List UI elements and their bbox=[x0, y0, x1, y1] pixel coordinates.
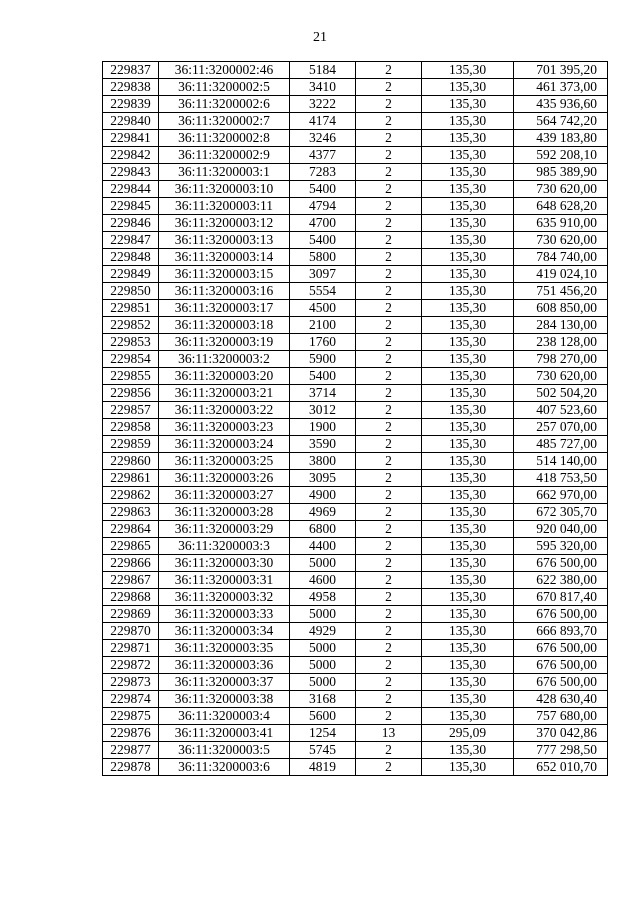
amount-cell: 676 500,00 bbox=[514, 606, 608, 623]
row-id-cell: 229870 bbox=[103, 623, 159, 640]
row-id-cell: 229851 bbox=[103, 300, 159, 317]
area-cell: 4958 bbox=[290, 589, 356, 606]
rate-cell: 135,30 bbox=[422, 436, 514, 453]
rate-cell: 135,30 bbox=[422, 657, 514, 674]
area-cell: 5900 bbox=[290, 351, 356, 368]
table-row bbox=[103, 640, 608, 657]
cadastral-number-cell: 36:11:3200003:36 bbox=[159, 657, 290, 674]
amount-cell: 798 270,00 bbox=[514, 351, 608, 368]
area-cell: 3800 bbox=[290, 453, 356, 470]
area-cell: 5000 bbox=[290, 640, 356, 657]
cadastral-number-cell: 36:11:3200003:21 bbox=[159, 385, 290, 402]
rate-cell: 135,30 bbox=[422, 555, 514, 572]
rate-cell: 135,30 bbox=[422, 368, 514, 385]
quantity-cell: 2 bbox=[356, 368, 422, 385]
table-row bbox=[103, 113, 608, 130]
row-id-cell: 229869 bbox=[103, 606, 159, 623]
rate-cell: 135,30 bbox=[422, 147, 514, 164]
table-row bbox=[103, 283, 608, 300]
rate-cell: 135,30 bbox=[422, 334, 514, 351]
rate-cell: 135,30 bbox=[422, 453, 514, 470]
cadastral-number-cell: 36:11:3200002:6 bbox=[159, 96, 290, 113]
amount-cell: 419 024,10 bbox=[514, 266, 608, 283]
amount-cell: 920 040,00 bbox=[514, 521, 608, 538]
table-row bbox=[103, 521, 608, 538]
amount-cell: 439 183,80 bbox=[514, 130, 608, 147]
amount-cell: 622 380,00 bbox=[514, 572, 608, 589]
quantity-cell: 2 bbox=[356, 351, 422, 368]
table-row bbox=[103, 708, 608, 725]
amount-cell: 730 620,00 bbox=[514, 181, 608, 198]
cadastral-number-cell: 36:11:3200003:41 bbox=[159, 725, 290, 742]
table-row bbox=[103, 334, 608, 351]
cadastral-number-cell: 36:11:3200003:27 bbox=[159, 487, 290, 504]
cadastral-number-cell: 36:11:3200003:33 bbox=[159, 606, 290, 623]
quantity-cell: 2 bbox=[356, 572, 422, 589]
area-cell: 4969 bbox=[290, 504, 356, 521]
area-cell: 4794 bbox=[290, 198, 356, 215]
table-row bbox=[103, 385, 608, 402]
rate-cell: 135,30 bbox=[422, 640, 514, 657]
area-cell: 4900 bbox=[290, 487, 356, 504]
area-cell: 5745 bbox=[290, 742, 356, 759]
cadastral-number-cell: 36:11:3200003:18 bbox=[159, 317, 290, 334]
rate-cell: 135,30 bbox=[422, 232, 514, 249]
amount-cell: 751 456,20 bbox=[514, 283, 608, 300]
quantity-cell: 2 bbox=[356, 521, 422, 538]
row-id-cell: 229872 bbox=[103, 657, 159, 674]
row-id-cell: 229843 bbox=[103, 164, 159, 181]
table-row bbox=[103, 725, 608, 742]
cadastral-number-cell: 36:11:3200003:22 bbox=[159, 402, 290, 419]
row-id-cell: 229862 bbox=[103, 487, 159, 504]
row-id-cell: 229867 bbox=[103, 572, 159, 589]
amount-cell: 635 910,00 bbox=[514, 215, 608, 232]
table-row bbox=[103, 436, 608, 453]
rate-cell: 135,30 bbox=[422, 266, 514, 283]
rate-cell: 135,30 bbox=[422, 79, 514, 96]
area-cell: 4500 bbox=[290, 300, 356, 317]
rate-cell: 135,30 bbox=[422, 317, 514, 334]
row-id-cell: 229839 bbox=[103, 96, 159, 113]
rate-cell: 135,30 bbox=[422, 96, 514, 113]
quantity-cell: 2 bbox=[356, 147, 422, 164]
amount-cell: 730 620,00 bbox=[514, 232, 608, 249]
row-id-cell: 229844 bbox=[103, 181, 159, 198]
rate-cell: 135,30 bbox=[422, 181, 514, 198]
row-id-cell: 229878 bbox=[103, 759, 159, 776]
quantity-cell: 2 bbox=[356, 317, 422, 334]
row-id-cell: 229842 bbox=[103, 147, 159, 164]
amount-cell: 676 500,00 bbox=[514, 674, 608, 691]
area-cell: 4700 bbox=[290, 215, 356, 232]
quantity-cell: 2 bbox=[356, 436, 422, 453]
table-row bbox=[103, 572, 608, 589]
quantity-cell: 2 bbox=[356, 181, 422, 198]
area-cell: 3168 bbox=[290, 691, 356, 708]
table-body bbox=[103, 62, 608, 776]
row-id-cell: 229873 bbox=[103, 674, 159, 691]
cadastral-number-cell: 36:11:3200003:2 bbox=[159, 351, 290, 368]
amount-cell: 676 500,00 bbox=[514, 640, 608, 657]
amount-cell: 730 620,00 bbox=[514, 368, 608, 385]
area-cell: 5600 bbox=[290, 708, 356, 725]
cadastral-number-cell: 36:11:3200003:3 bbox=[159, 538, 290, 555]
rate-cell: 135,30 bbox=[422, 691, 514, 708]
table-row bbox=[103, 368, 608, 385]
rate-cell: 135,30 bbox=[422, 113, 514, 130]
rate-cell: 135,30 bbox=[422, 62, 514, 79]
area-cell: 4819 bbox=[290, 759, 356, 776]
row-id-cell: 229871 bbox=[103, 640, 159, 657]
area-cell: 3246 bbox=[290, 130, 356, 147]
area-cell: 1254 bbox=[290, 725, 356, 742]
table-row bbox=[103, 657, 608, 674]
quantity-cell: 2 bbox=[356, 606, 422, 623]
rate-cell: 135,30 bbox=[422, 759, 514, 776]
amount-cell: 652 010,70 bbox=[514, 759, 608, 776]
area-cell: 4377 bbox=[290, 147, 356, 164]
amount-cell: 502 504,20 bbox=[514, 385, 608, 402]
table-row bbox=[103, 674, 608, 691]
amount-cell: 370 042,86 bbox=[514, 725, 608, 742]
area-cell: 3097 bbox=[290, 266, 356, 283]
quantity-cell: 2 bbox=[356, 198, 422, 215]
cadastral-number-cell: 36:11:3200003:20 bbox=[159, 368, 290, 385]
amount-cell: 777 298,50 bbox=[514, 742, 608, 759]
quantity-cell: 2 bbox=[356, 691, 422, 708]
row-id-cell: 229874 bbox=[103, 691, 159, 708]
amount-cell: 238 128,00 bbox=[514, 334, 608, 351]
quantity-cell: 2 bbox=[356, 623, 422, 640]
row-id-cell: 229860 bbox=[103, 453, 159, 470]
quantity-cell: 2 bbox=[356, 657, 422, 674]
rate-cell: 135,30 bbox=[422, 283, 514, 300]
table-row bbox=[103, 198, 608, 215]
quantity-cell: 2 bbox=[356, 232, 422, 249]
area-cell: 3095 bbox=[290, 470, 356, 487]
area-cell: 4929 bbox=[290, 623, 356, 640]
row-id-cell: 229848 bbox=[103, 249, 159, 266]
cadastral-number-cell: 36:11:3200002:9 bbox=[159, 147, 290, 164]
cadastral-number-cell: 36:11:3200003:25 bbox=[159, 453, 290, 470]
quantity-cell: 2 bbox=[356, 283, 422, 300]
table-row bbox=[103, 215, 608, 232]
amount-cell: 757 680,00 bbox=[514, 708, 608, 725]
table-row bbox=[103, 266, 608, 283]
area-cell: 5400 bbox=[290, 368, 356, 385]
cadastral-number-cell: 36:11:3200003:12 bbox=[159, 215, 290, 232]
cadastral-number-cell: 36:11:3200003:11 bbox=[159, 198, 290, 215]
row-id-cell: 229855 bbox=[103, 368, 159, 385]
row-id-cell: 229861 bbox=[103, 470, 159, 487]
table-row bbox=[103, 164, 608, 181]
quantity-cell: 2 bbox=[356, 334, 422, 351]
table-row bbox=[103, 351, 608, 368]
row-id-cell: 229854 bbox=[103, 351, 159, 368]
cadastral-number-cell: 36:11:3200003:23 bbox=[159, 419, 290, 436]
rate-cell: 135,30 bbox=[422, 606, 514, 623]
row-id-cell: 229868 bbox=[103, 589, 159, 606]
cadastral-number-cell: 36:11:3200003:17 bbox=[159, 300, 290, 317]
quantity-cell: 2 bbox=[356, 640, 422, 657]
amount-cell: 592 208,10 bbox=[514, 147, 608, 164]
amount-cell: 485 727,00 bbox=[514, 436, 608, 453]
rate-cell: 135,30 bbox=[422, 674, 514, 691]
quantity-cell: 2 bbox=[356, 164, 422, 181]
amount-cell: 784 740,00 bbox=[514, 249, 608, 266]
row-id-cell: 229853 bbox=[103, 334, 159, 351]
table-row bbox=[103, 759, 608, 776]
area-cell: 3410 bbox=[290, 79, 356, 96]
row-id-cell: 229858 bbox=[103, 419, 159, 436]
row-id-cell: 229849 bbox=[103, 266, 159, 283]
amount-cell: 662 970,00 bbox=[514, 487, 608, 504]
area-cell: 1760 bbox=[290, 334, 356, 351]
quantity-cell: 2 bbox=[356, 402, 422, 419]
amount-cell: 595 320,00 bbox=[514, 538, 608, 555]
row-id-cell: 229846 bbox=[103, 215, 159, 232]
rate-cell: 135,30 bbox=[422, 589, 514, 606]
amount-cell: 435 936,60 bbox=[514, 96, 608, 113]
row-id-cell: 229876 bbox=[103, 725, 159, 742]
quantity-cell: 2 bbox=[356, 589, 422, 606]
rate-cell: 135,30 bbox=[422, 708, 514, 725]
table-row bbox=[103, 249, 608, 266]
rate-cell: 135,30 bbox=[422, 249, 514, 266]
table-row bbox=[103, 538, 608, 555]
rate-cell: 135,30 bbox=[422, 300, 514, 317]
cadastral-number-cell: 36:11:3200003:34 bbox=[159, 623, 290, 640]
rate-cell: 135,30 bbox=[422, 351, 514, 368]
quantity-cell: 2 bbox=[356, 215, 422, 232]
rate-cell: 135,30 bbox=[422, 521, 514, 538]
table-row bbox=[103, 555, 608, 572]
quantity-cell: 2 bbox=[356, 555, 422, 572]
amount-cell: 564 742,20 bbox=[514, 113, 608, 130]
cadastral-table bbox=[102, 61, 608, 776]
area-cell: 5000 bbox=[290, 674, 356, 691]
rate-cell: 135,30 bbox=[422, 487, 514, 504]
rate-cell: 135,30 bbox=[422, 538, 514, 555]
table-row bbox=[103, 181, 608, 198]
area-cell: 2100 bbox=[290, 317, 356, 334]
row-id-cell: 229866 bbox=[103, 555, 159, 572]
row-id-cell: 229859 bbox=[103, 436, 159, 453]
quantity-cell: 2 bbox=[356, 113, 422, 130]
table-row bbox=[103, 606, 608, 623]
cadastral-number-cell: 36:11:3200002:5 bbox=[159, 79, 290, 96]
amount-cell: 428 630,40 bbox=[514, 691, 608, 708]
row-id-cell: 229865 bbox=[103, 538, 159, 555]
table-row bbox=[103, 470, 608, 487]
cadastral-number-cell: 36:11:3200003:10 bbox=[159, 181, 290, 198]
amount-cell: 648 628,20 bbox=[514, 198, 608, 215]
amount-cell: 676 500,00 bbox=[514, 657, 608, 674]
table-row bbox=[103, 504, 608, 521]
area-cell: 5000 bbox=[290, 606, 356, 623]
quantity-cell: 2 bbox=[356, 759, 422, 776]
area-cell: 5400 bbox=[290, 232, 356, 249]
table-row bbox=[103, 232, 608, 249]
cadastral-number-cell: 36:11:3200003:38 bbox=[159, 691, 290, 708]
rate-cell: 135,30 bbox=[422, 623, 514, 640]
cadastral-number-cell: 36:11:3200003:31 bbox=[159, 572, 290, 589]
amount-cell: 608 850,00 bbox=[514, 300, 608, 317]
quantity-cell: 2 bbox=[356, 266, 422, 283]
table-row bbox=[103, 130, 608, 147]
table-row bbox=[103, 623, 608, 640]
table-row bbox=[103, 742, 608, 759]
row-id-cell: 229857 bbox=[103, 402, 159, 419]
quantity-cell: 2 bbox=[356, 470, 422, 487]
area-cell: 5800 bbox=[290, 249, 356, 266]
row-id-cell: 229875 bbox=[103, 708, 159, 725]
cadastral-number-cell: 36:11:3200003:35 bbox=[159, 640, 290, 657]
quantity-cell: 2 bbox=[356, 385, 422, 402]
row-id-cell: 229856 bbox=[103, 385, 159, 402]
area-cell: 1900 bbox=[290, 419, 356, 436]
table-row bbox=[103, 300, 608, 317]
amount-cell: 461 373,00 bbox=[514, 79, 608, 96]
area-cell: 3714 bbox=[290, 385, 356, 402]
quantity-cell: 2 bbox=[356, 708, 422, 725]
amount-cell: 670 817,40 bbox=[514, 589, 608, 606]
row-id-cell: 229837 bbox=[103, 62, 159, 79]
cadastral-number-cell: 36:11:3200002:7 bbox=[159, 113, 290, 130]
area-cell: 5184 bbox=[290, 62, 356, 79]
quantity-cell: 2 bbox=[356, 504, 422, 521]
amount-cell: 666 893,70 bbox=[514, 623, 608, 640]
row-id-cell: 229850 bbox=[103, 283, 159, 300]
rate-cell: 135,30 bbox=[422, 385, 514, 402]
rate-cell: 135,30 bbox=[422, 402, 514, 419]
quantity-cell: 2 bbox=[356, 130, 422, 147]
area-cell: 5000 bbox=[290, 657, 356, 674]
table-row bbox=[103, 402, 608, 419]
area-cell: 5400 bbox=[290, 181, 356, 198]
row-id-cell: 229864 bbox=[103, 521, 159, 538]
row-id-cell: 229847 bbox=[103, 232, 159, 249]
area-cell: 3222 bbox=[290, 96, 356, 113]
table-row bbox=[103, 317, 608, 334]
cadastral-number-cell: 36:11:3200003:30 bbox=[159, 555, 290, 572]
rate-cell: 135,30 bbox=[422, 198, 514, 215]
cadastral-number-cell: 36:11:3200003:28 bbox=[159, 504, 290, 521]
row-id-cell: 229845 bbox=[103, 198, 159, 215]
quantity-cell: 2 bbox=[356, 487, 422, 504]
quantity-cell: 2 bbox=[356, 300, 422, 317]
table-row bbox=[103, 453, 608, 470]
amount-cell: 407 523,60 bbox=[514, 402, 608, 419]
cadastral-number-cell: 36:11:3200003:4 bbox=[159, 708, 290, 725]
table-row bbox=[103, 419, 608, 436]
cadastral-number-cell: 36:11:3200003:32 bbox=[159, 589, 290, 606]
rate-cell: 135,30 bbox=[422, 164, 514, 181]
table-row bbox=[103, 96, 608, 113]
amount-cell: 284 130,00 bbox=[514, 317, 608, 334]
table-row bbox=[103, 79, 608, 96]
row-id-cell: 229863 bbox=[103, 504, 159, 521]
amount-cell: 514 140,00 bbox=[514, 453, 608, 470]
amount-cell: 985 389,90 bbox=[514, 164, 608, 181]
amount-cell: 257 070,00 bbox=[514, 419, 608, 436]
area-cell: 7283 bbox=[290, 164, 356, 181]
row-id-cell: 229841 bbox=[103, 130, 159, 147]
cadastral-number-cell: 36:11:3200003:16 bbox=[159, 283, 290, 300]
rate-cell: 135,30 bbox=[422, 572, 514, 589]
quantity-cell: 2 bbox=[356, 538, 422, 555]
cadastral-number-cell: 36:11:3200003:24 bbox=[159, 436, 290, 453]
area-cell: 4400 bbox=[290, 538, 356, 555]
row-id-cell: 229852 bbox=[103, 317, 159, 334]
table-row bbox=[103, 62, 608, 79]
amount-cell: 701 395,20 bbox=[514, 62, 608, 79]
page-number: 21 bbox=[313, 30, 327, 45]
cadastral-number-cell: 36:11:3200003:14 bbox=[159, 249, 290, 266]
table-row bbox=[103, 147, 608, 164]
rate-cell: 135,30 bbox=[422, 504, 514, 521]
quantity-cell: 2 bbox=[356, 419, 422, 436]
area-cell: 6800 bbox=[290, 521, 356, 538]
cadastral-number-cell: 36:11:3200003:5 bbox=[159, 742, 290, 759]
cadastral-number-cell: 36:11:3200003:15 bbox=[159, 266, 290, 283]
quantity-cell: 2 bbox=[356, 62, 422, 79]
rate-cell: 135,30 bbox=[422, 470, 514, 487]
quantity-cell: 2 bbox=[356, 453, 422, 470]
quantity-cell: 2 bbox=[356, 742, 422, 759]
area-cell: 5000 bbox=[290, 555, 356, 572]
quantity-cell: 2 bbox=[356, 674, 422, 691]
area-cell: 4600 bbox=[290, 572, 356, 589]
cadastral-number-cell: 36:11:3200003:1 bbox=[159, 164, 290, 181]
amount-cell: 418 753,50 bbox=[514, 470, 608, 487]
area-cell: 3012 bbox=[290, 402, 356, 419]
table-row bbox=[103, 691, 608, 708]
cadastral-number-cell: 36:11:3200003:26 bbox=[159, 470, 290, 487]
quantity-cell: 2 bbox=[356, 79, 422, 96]
quantity-cell: 2 bbox=[356, 96, 422, 113]
row-id-cell: 229877 bbox=[103, 742, 159, 759]
cadastral-number-cell: 36:11:3200002:46 bbox=[159, 62, 290, 79]
cadastral-number-cell: 36:11:3200003:19 bbox=[159, 334, 290, 351]
area-cell: 5554 bbox=[290, 283, 356, 300]
cadastral-table-container bbox=[102, 61, 608, 776]
quantity-cell: 13 bbox=[356, 725, 422, 742]
table-row bbox=[103, 589, 608, 606]
rate-cell: 135,30 bbox=[422, 215, 514, 232]
table-row bbox=[103, 487, 608, 504]
row-id-cell: 229840 bbox=[103, 113, 159, 130]
cadastral-number-cell: 36:11:3200003:13 bbox=[159, 232, 290, 249]
row-id-cell: 229838 bbox=[103, 79, 159, 96]
rate-cell: 135,30 bbox=[422, 742, 514, 759]
rate-cell: 135,30 bbox=[422, 130, 514, 147]
amount-cell: 672 305,70 bbox=[514, 504, 608, 521]
rate-cell: 135,30 bbox=[422, 419, 514, 436]
cadastral-number-cell: 36:11:3200003:37 bbox=[159, 674, 290, 691]
quantity-cell: 2 bbox=[356, 249, 422, 266]
area-cell: 3590 bbox=[290, 436, 356, 453]
rate-cell: 295,09 bbox=[422, 725, 514, 742]
area-cell: 4174 bbox=[290, 113, 356, 130]
cadastral-number-cell: 36:11:3200003:29 bbox=[159, 521, 290, 538]
amount-cell: 676 500,00 bbox=[514, 555, 608, 572]
cadastral-number-cell: 36:11:3200002:8 bbox=[159, 130, 290, 147]
cadastral-number-cell: 36:11:3200003:6 bbox=[159, 759, 290, 776]
